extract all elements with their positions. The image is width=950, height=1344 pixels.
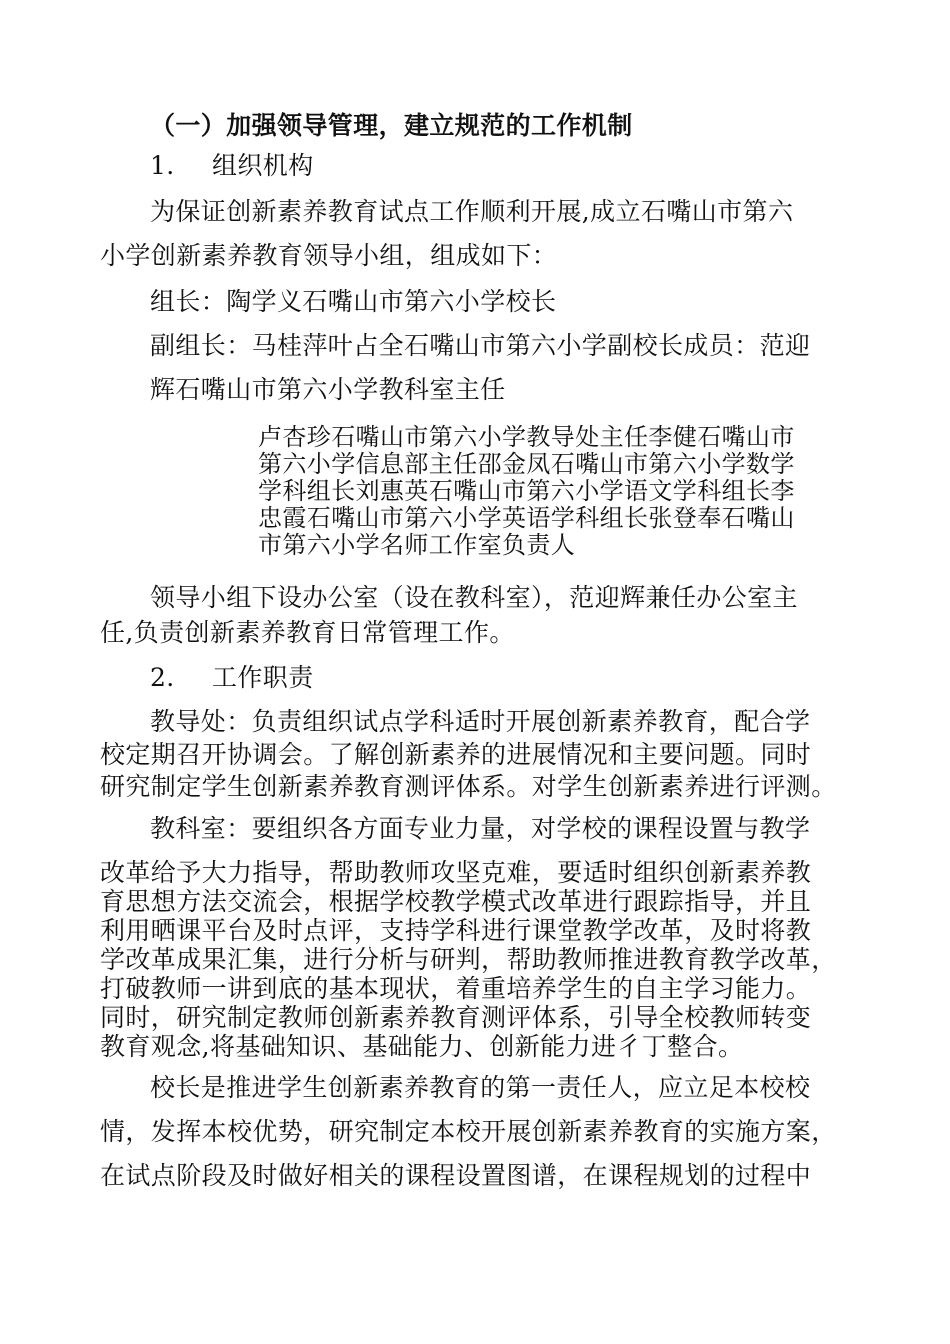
item-2-number: 2. — [150, 663, 175, 692]
item-2-heading — [150, 663, 314, 693]
jiaoke-line-7: 同时，研究制定教师创新素养教育测评体系，引导全校教师转变 — [100, 1003, 812, 1032]
jiaodao-line-2: 校定期召开协调会。了解创新素养的进展情况和主要问题。同时 — [100, 740, 812, 769]
deputy-line-1: 副组长：马桂萍叶占全石嘴山市第六小学副校长成员：范迎 — [150, 331, 811, 360]
item-1-number: 1. — [150, 151, 175, 180]
jiaoke-line-5: 学改革成果汇集，进行分析与研判，帮助教师推进教育教学改革， — [100, 945, 837, 974]
office-line-1: 领导小组下设办公室（设在教科室），范迎辉兼任办公室主 — [150, 583, 798, 612]
principal-line-3: 在试点阶段及时做好相关的课程设置图谱，在课程规划的过程中 — [100, 1161, 812, 1190]
jiaoke-line-4: 利用晒课平台及时点评，支持学科进行课堂教学改革，及时将教 — [100, 916, 812, 945]
intro-line-2: 小学创新素养教育领导小组，组成如下： — [100, 241, 558, 270]
jiaodao-line-3: 研究制定学生创新素养教育测评体系。对学生创新素养进行评测。 — [100, 772, 837, 801]
office-line-2: 任,负责创新素养教育日常管理工作。 — [100, 618, 515, 647]
jiaoke-line-8: 教育观念,将基础知识、基础能力、创新能力进彳丁整合。 — [100, 1032, 744, 1061]
leader-line: 组长：陶学义石嘴山市第六小学校长 — [150, 287, 557, 316]
members-line-1: 卢杏珍石嘴山市第六小学教导处主任李健石嘴山市 — [258, 423, 795, 451]
principal-line-1: 校长是推进学生创新素养教育的第一责任人，应立足本校校 — [150, 1073, 811, 1102]
jiaodao-line-1: 教导处：负责组织试点学科适时开展创新素养教育，配合学 — [150, 707, 811, 736]
members-line-4: 忠霞石嘴山市第六小学英语学科组长张登奉石嘴山 — [258, 504, 795, 532]
jiaoke-line-2: 改革给予大力指导，帮助教师攻坚克难，要适时组织创新素养教 — [100, 858, 812, 887]
item-1-title: 组织机构 — [212, 151, 314, 180]
item-1-heading — [150, 151, 314, 181]
principal-line-2: 情，发挥本校优势，研究制定本校开展创新素养教育的实施方案， — [100, 1117, 837, 1146]
members-line-5: 市第六小学名师工作室负责人 — [258, 531, 576, 559]
item-2-title: 工作职责 — [212, 663, 314, 692]
deputy-line-2: 辉石嘴山市第六小学教科室主任 — [150, 375, 506, 404]
jiaoke-line-6: 打破教师一讲到底的基本现状，着重培养学生的自主学习能力。 — [100, 974, 812, 1003]
section-heading: （一）加强领导管理，建立规范的工作机制 — [150, 111, 633, 140]
members-line-3: 学科组长刘惠英石嘴山市第六小学语文学科组长李 — [258, 477, 795, 505]
jiaoke-line-3: 育思想方法交流会，根据学校教学模式改革进行跟踪指导，并且 — [100, 887, 812, 916]
jiaoke-line-1: 教科室：要组织各方面专业力量，对学校的课程设置与教学 — [150, 814, 811, 843]
intro-line-1: 为保证创新素养教育试点工作顺利开展,成立石嘴山市第六 — [150, 197, 794, 226]
members-line-2: 第六小学信息部主任邵金凤石嘴山市第六小学数学 — [258, 450, 795, 478]
